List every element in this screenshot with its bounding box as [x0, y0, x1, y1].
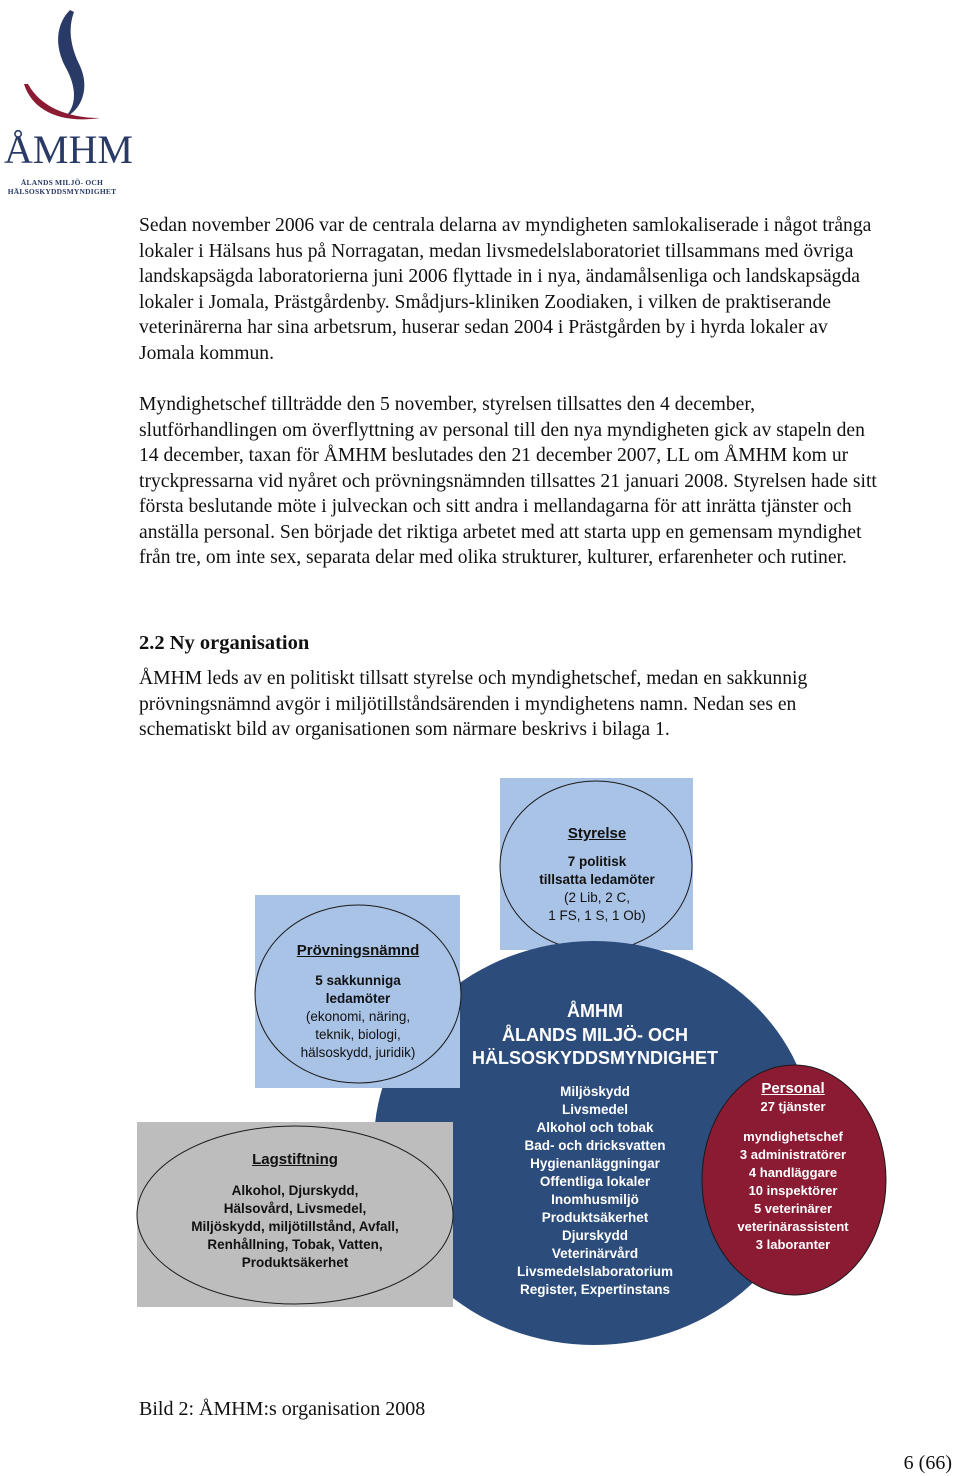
- logo-swoosh-icon: [4, 6, 120, 136]
- figure-caption: Bild 2: ÅMHM:s organisation 2008: [139, 1398, 426, 1420]
- lagstiftning-line2: Hälsovård, Livsmedel,: [223, 1201, 367, 1216]
- section-heading: 2.2 Ny organisation: [139, 632, 310, 654]
- main-unit: Register, Expertinstans: [519, 1282, 671, 1297]
- lagstiftning-title: Lagstiftning: [252, 1151, 338, 1168]
- main-unit: Bad- och dricksvatten: [524, 1138, 666, 1153]
- lagstiftning-line1: Alkohol, Djurskydd,: [231, 1183, 359, 1198]
- page-number: 6 (66): [903, 1452, 952, 1474]
- personal-staff-item: 3 laboranter: [755, 1237, 831, 1252]
- provningsnamnd-line3: (ekonomi, näring,: [305, 1009, 411, 1024]
- personal-staff-item: veterinärassistent: [737, 1219, 849, 1234]
- styrelse-line3: (2 Lib, 2 C,: [563, 890, 631, 905]
- lagstiftning-line5: Produktsäkerhet: [241, 1255, 349, 1270]
- personal-staff-item: 3 administratörer: [739, 1147, 847, 1162]
- paragraph-2: Myndighetschef tillträdde den 5 november, styrelsen tillsattes den 4 december, slutförhandlingen om överflyttning av personal till den nya myndigheten gick av stapeln den 14 december, taxan för ÅMHM beslutades den 21 december 2007, LL om ÅMHM kom ur tryckpressarna vid nyåret och prövningsnämnden tillsattes 21 januari 2008. Styrelsen hade sitt första beslutande möte i julveckan och sitt andra i mellandagarna för att inrätta tjänster och anställa personal. Sen började det riktiga arbetet med att starta upp en gemensam myndighet från tre, om inte sex, separata delar med olika strukturer, kulturer, erfarenheter och rutiner.: [139, 394, 877, 568]
- logo-subtitle-line1: ÅLANDS MILJÖ- OCH: [20, 178, 104, 187]
- styrelse-line4: 1 FS, 1 S, 1 Ob): [548, 908, 646, 923]
- personal-staff-item: 5 veterinärer: [753, 1201, 833, 1216]
- main-line2: ÅLANDS MILJÖ- OCH: [502, 1024, 688, 1045]
- main-unit: Livsmedel: [561, 1102, 629, 1117]
- personal-title: Personal: [761, 1080, 825, 1097]
- main-organisation-heading: [456, 1000, 734, 1071]
- main-unit: Produktsäkerhet: [541, 1210, 649, 1225]
- styrelse-line2: tillsatta ledamöter: [539, 872, 655, 887]
- logo-subtitle-line2: HÄLSOSKYDDSMYNDIGHET: [7, 187, 117, 196]
- provningsnamnd-line4: teknik, biologi,: [315, 1027, 401, 1042]
- personal-line1: 27 tjänster: [760, 1099, 826, 1114]
- main-unit: Livsmedelslaboratorium: [516, 1264, 674, 1279]
- lagstiftning-text: [160, 1151, 430, 1272]
- personal-staff-item: 4 handläggare: [748, 1165, 838, 1180]
- main-unit: Hygienanläggningar: [530, 1156, 660, 1171]
- provningsnamnd-text: [270, 942, 446, 1062]
- main-units-list: [486, 1083, 704, 1299]
- main-unit: Inomhusmiljö: [551, 1192, 639, 1207]
- main-unit: Miljöskydd: [560, 1084, 630, 1099]
- main-unit: Djurskydd: [561, 1228, 629, 1243]
- main-unit: Veterinärvård: [551, 1246, 639, 1261]
- styrelse-title: Styrelse: [567, 825, 627, 842]
- logo-wordmark: ÅMHM: [4, 127, 133, 172]
- provningsnamnd-line2: ledamöter: [325, 991, 391, 1006]
- personal-staff-item: myndighetschef: [743, 1129, 843, 1144]
- logo-subtitle: [4, 178, 120, 196]
- lagstiftning-line4: Renhållning, Tobak, Vatten,: [207, 1237, 383, 1252]
- provningsnamnd-line5: hälsoskydd, juridik): [300, 1045, 416, 1060]
- paragraph-1: Sedan november 2006 var de centrala delarna av myndigheten samlokaliserade i något trånga lokaler i Hälsans hus på Norragatan, medan livsmedelslaboratoriet tillsammans med övriga landskapsägda laboratorierna juni 2006 flyttade in i nya, ändamålsenliga och landskapsägda lokaler i Jomala, Prästgårdenby. Smådjurs-kliniken Zoodiaken, i vilken de praktiserande veterinärerna har sina arbetsrum, huserar sedan 2004 i Prästgården by i hyrda lokaler av Jomala kommun.: [139, 215, 872, 364]
- main-line1: ÅMHM: [567, 1001, 623, 1021]
- main-unit: Alkohol och tobak: [536, 1120, 654, 1135]
- lagstiftning-line3: Miljöskydd, miljötillstånd, Avfall,: [191, 1219, 399, 1234]
- amhm-logo: [4, 6, 133, 196]
- provningsnamnd-title: Prövningsnämnd: [296, 942, 420, 959]
- personal-text: [712, 1080, 874, 1254]
- styrelse-line1: 7 politisk: [567, 854, 627, 869]
- main-unit: Offentliga lokaler: [539, 1174, 651, 1189]
- main-line3: HÄLSOSKYDDSMYNDIGHET: [471, 1048, 718, 1068]
- provningsnamnd-line1: 5 sakkunniga: [315, 973, 401, 988]
- section-paragraph: ÅMHM leds av en politiskt tillsatt styrelse och myndighetschef, medan en sakkunnig prövningsnämnd avgör i miljötillståndsärenden i myndighetens namn. Nedan ses en schematiskt bild av organisationen som närmare beskrivs i bilaga 1.: [139, 668, 808, 740]
- personal-staff-item: 10 inspektörer: [748, 1183, 838, 1198]
- styrelse-text: [510, 825, 684, 925]
